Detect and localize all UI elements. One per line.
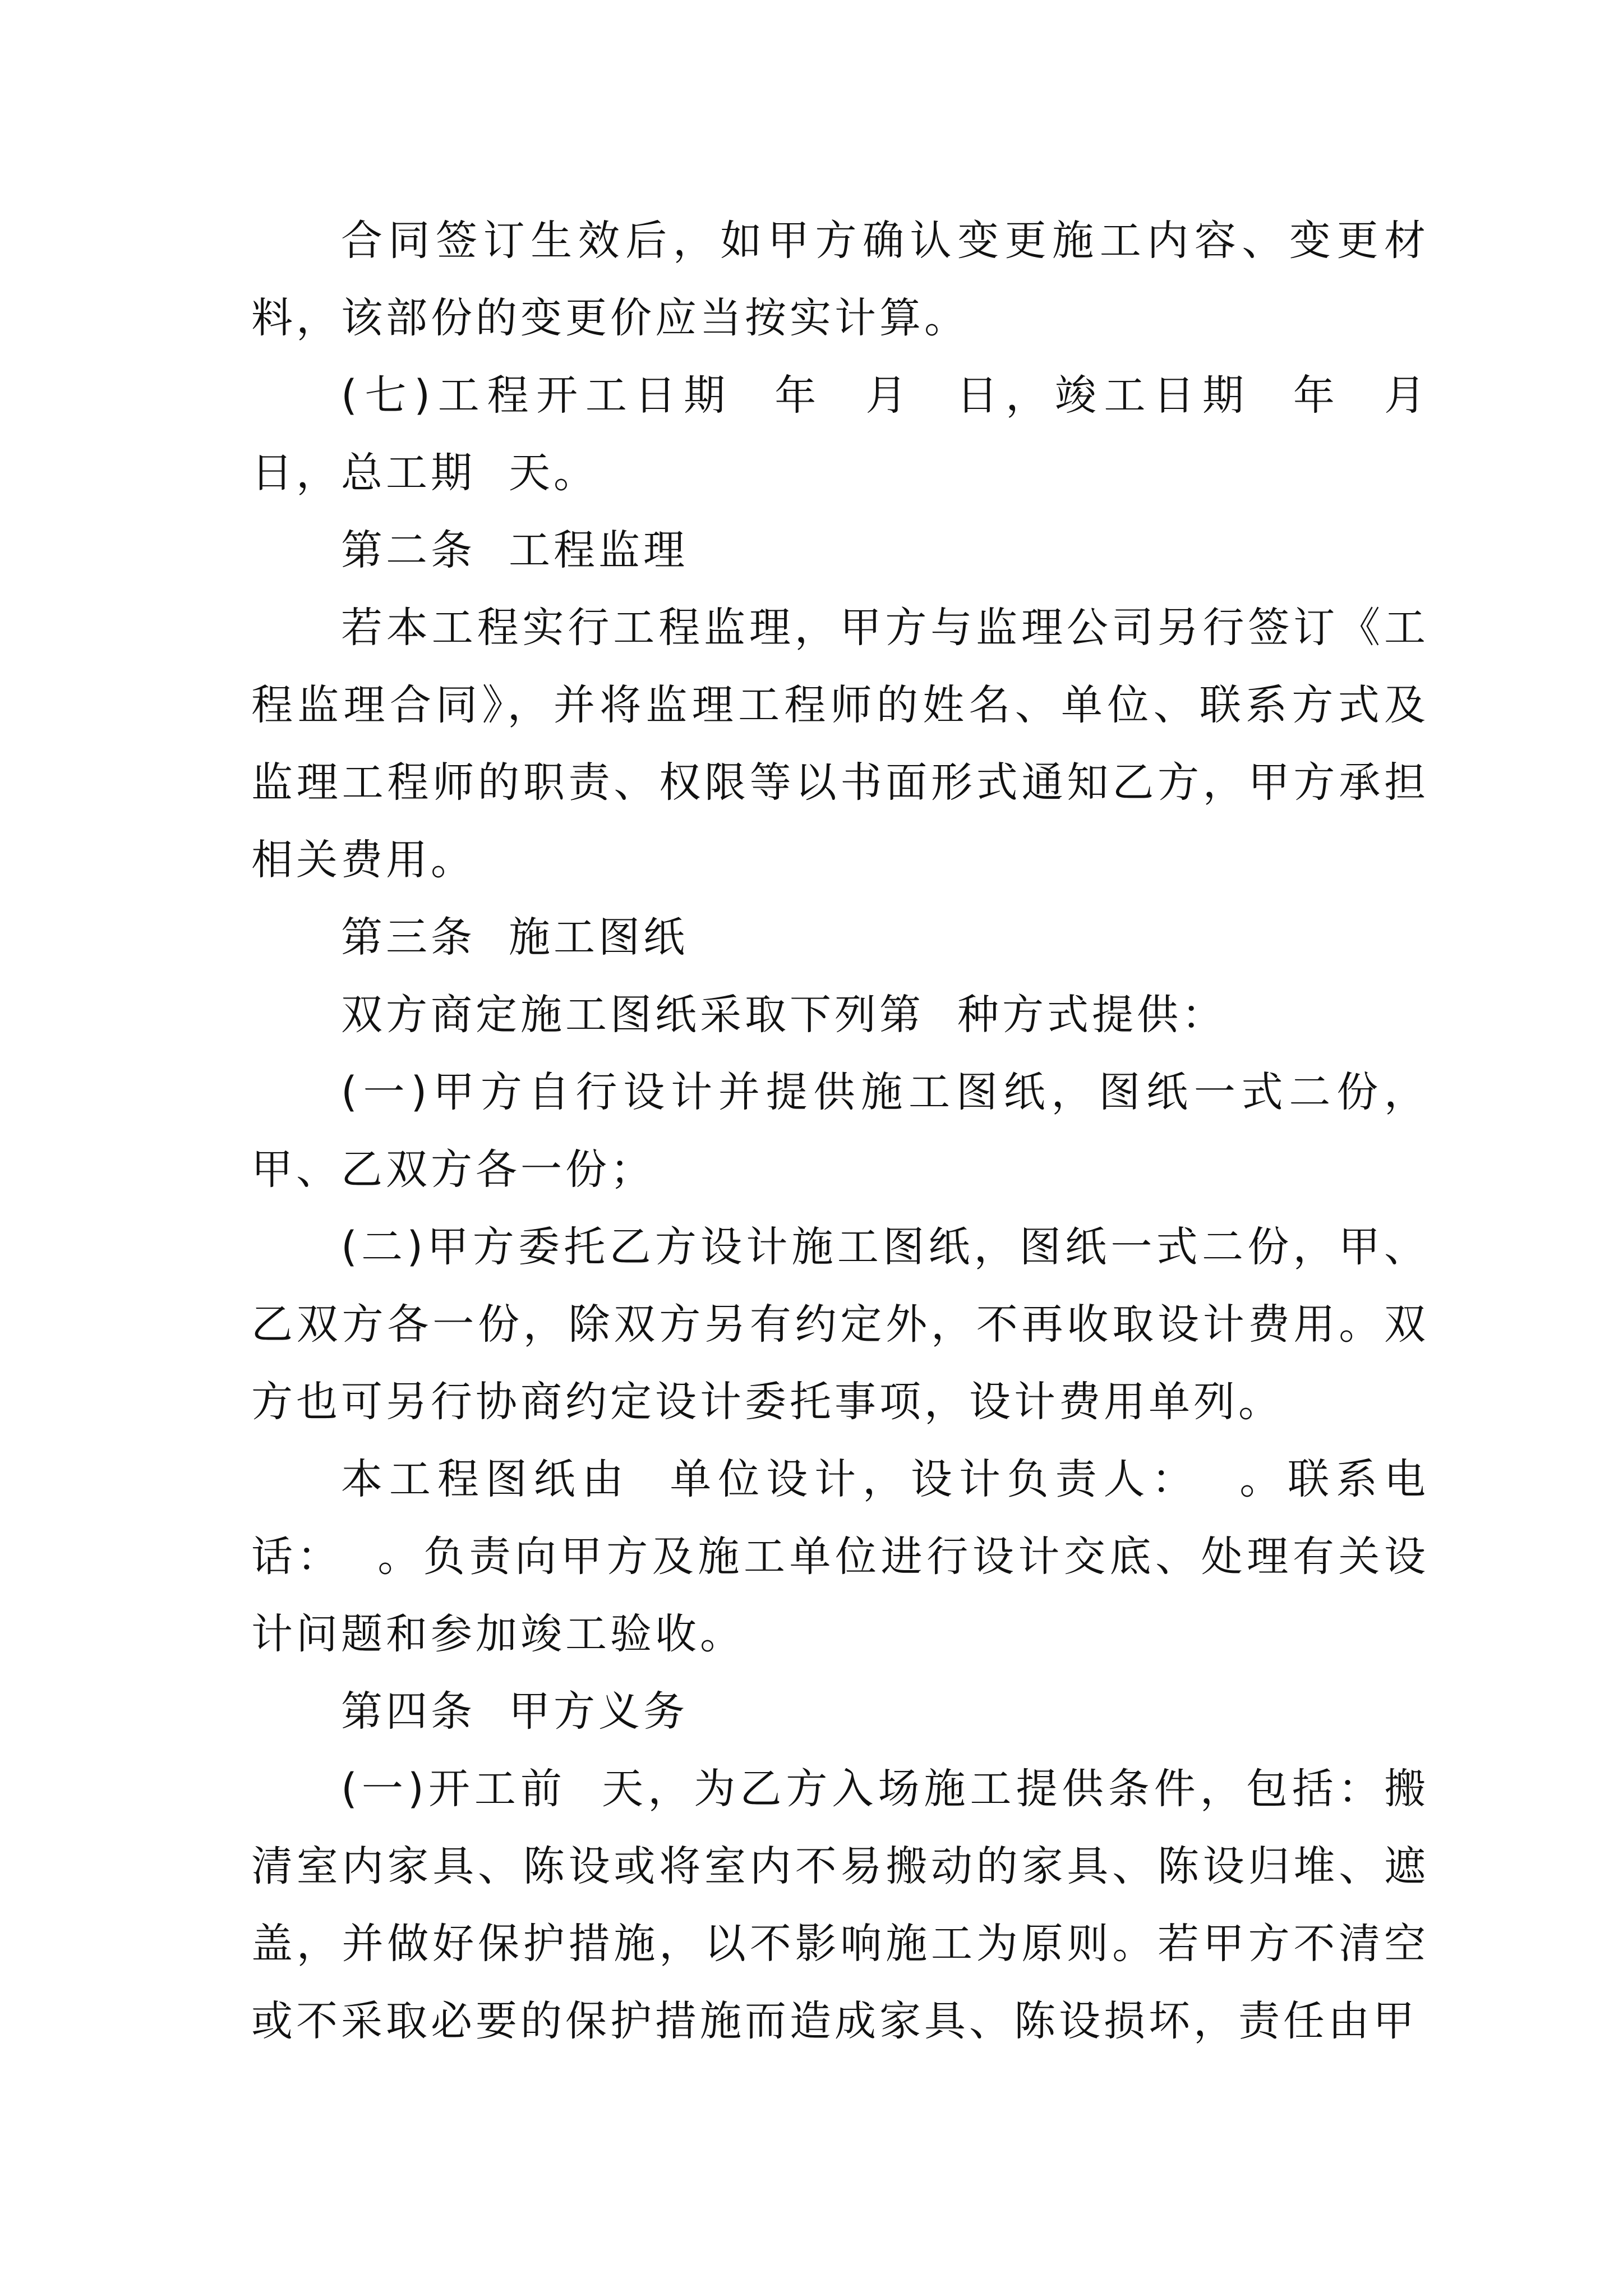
- paragraph-supervision: 若本工程实行工程监理，甲方与监理公司另行签订《工程监理合同》，并将监理工程师的姓名、单位、联系方式及监理工程师的职责、权限等以书面形式通知乙方，甲方承担相关费用。: [251, 604, 1429, 884]
- paragraph-schedule: (七)工程开工日期 年 月 日，竣工日期 年 月 日，总工期 天。: [251, 371, 1463, 497]
- paragraph-drawing-option-1: (一)甲方自行设计并提供施工图纸，图纸一式二份，甲、乙双方各一份；: [251, 1068, 1429, 1194]
- heading-article-2: 第二条 工程监理: [341, 526, 689, 574]
- paragraph-drawing-method: 双方商定施工图纸采取下列第 种方式提供：: [341, 991, 1227, 1039]
- paragraph-change-price: 合同签订生效后，如甲方确认变更施工内容、变更材料，该部份的变更价应当按实计算。: [251, 217, 1429, 342]
- paragraph-design-unit: 本工程图纸由 单位设计，设计负责人： 。联系电话： 。负责向甲方及施工单位进行设计交底、处理有关设计问题和参加竣工验收。: [251, 1455, 1429, 1658]
- document-body: [251, 202, 1463, 2060]
- heading-article-3: 第三条 施工图纸: [341, 913, 689, 961]
- paragraph-drawing-option-2: (二)甲方委托乙方设计施工图纸，图纸一式二份，甲、乙双方各一份，除双方另有约定外，不再收取设计费用。双方也可另行协商约定设计委托事项，设计费用单列。: [251, 1223, 1429, 1426]
- heading-article-4: 第四条 甲方义务: [341, 1687, 689, 1736]
- paragraph-party-a-duty-1: (一)开工前 天，为乙方入场施工提供条件，包括：搬清室内家具、陈设或将室内不易搬动的家具、陈设归堆、遮盖，并做好保护措施，以不影响施工为原则。若甲方不清空或不采取必要的保护措施而造成家具、陈设损坏，责任由甲: [251, 1765, 1429, 2045]
